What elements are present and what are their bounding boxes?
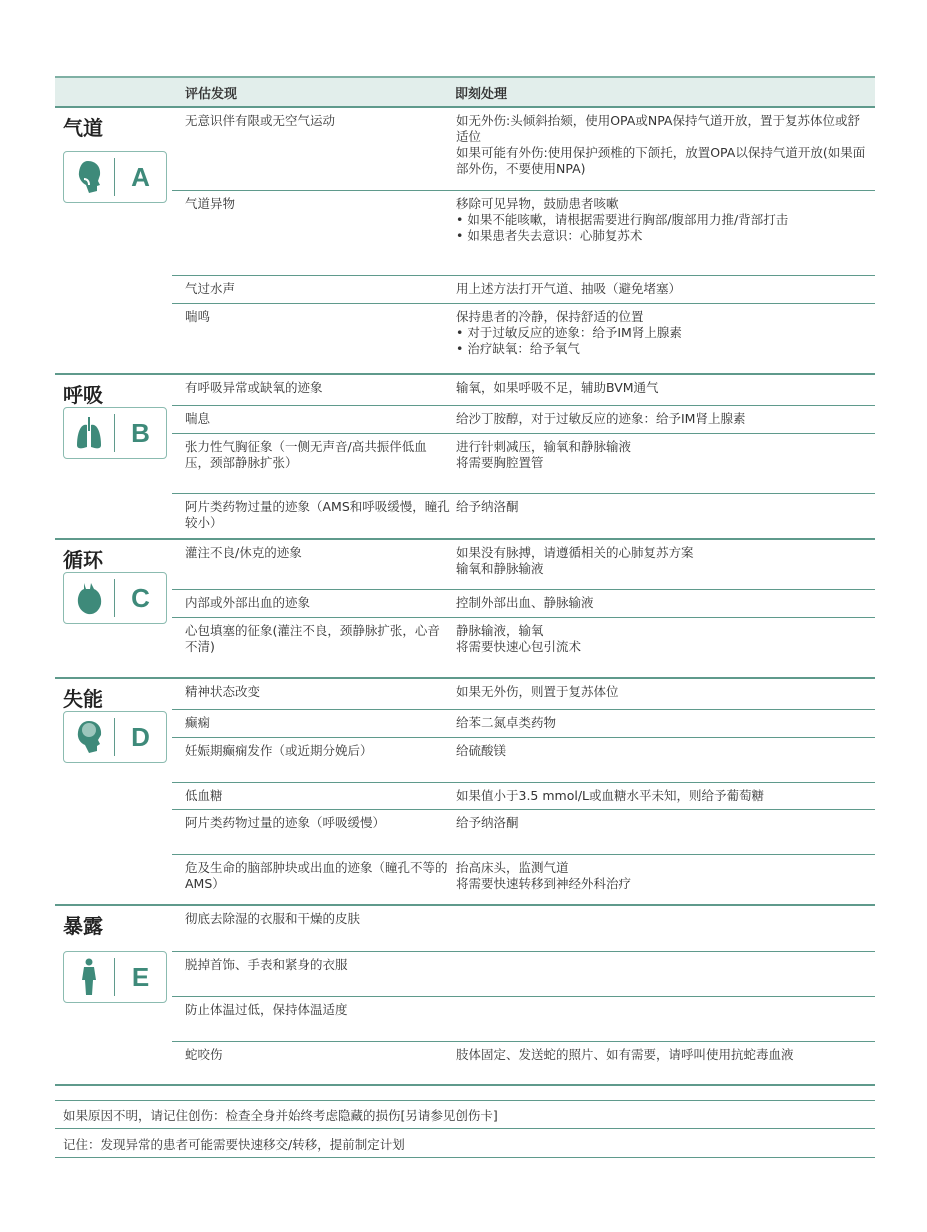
action-line: 抬高床头，监测气道 xyxy=(456,860,569,875)
section-badge xyxy=(63,151,167,203)
table-row xyxy=(172,906,875,951)
table-row xyxy=(172,433,875,493)
action-line: 输氧，如果呼吸不足，辅助BVM通气 xyxy=(456,380,659,395)
action-line: 进行针刺减压，输氧和静脉输液 xyxy=(456,439,632,454)
action-line: 肢体固定、发送蛇的照片、如有需要，请呼叫使用抗蛇毒血液 xyxy=(456,1047,794,1062)
section-label xyxy=(55,906,172,1084)
action-line: 移除可见异物，鼓励患者咳嗽 xyxy=(456,196,619,211)
action-cell xyxy=(450,783,875,809)
action-line: 给予纳洛酮 xyxy=(456,499,519,514)
finding-cell: 低血糖 xyxy=(185,788,223,803)
finding-cell: 癫痫 xyxy=(185,715,211,730)
action-line: 输氧和静脉输液 xyxy=(456,561,544,576)
finding-cell: 阿片类药物过量的迹象（呼吸缓慢） xyxy=(185,815,386,830)
footer-note-2: 记住：发现异常的患者可能需要快速移交/转移，提前制定计划 xyxy=(63,1137,405,1152)
header-finding: 评估发现 xyxy=(185,86,238,102)
action-line: • 如果不能咳嗽，请根据需要进行胸部/腹部用力推/背部打击 xyxy=(456,212,789,227)
section-badge xyxy=(63,572,167,624)
finding-cell: 危及生命的脑部肿块或出血的迹象（瞳孔不等的AMS） xyxy=(185,860,448,891)
action-cell xyxy=(450,540,875,589)
action-cell xyxy=(450,191,875,275)
action-cell xyxy=(450,304,875,373)
action-line: 控制外部出血、静脉输液 xyxy=(456,595,594,610)
finding-cell: 防止体温过低，保持体温适度 xyxy=(185,1002,348,1017)
finding-cell: 灌注不良/休克的迹象 xyxy=(185,545,302,560)
finding-cell: 张力性气胸征象（一侧无声音/高共振伴低血压，颈部静脉扩张） xyxy=(185,439,427,470)
table-row xyxy=(172,540,875,589)
action-cell xyxy=(450,618,875,677)
heart-icon xyxy=(64,580,114,616)
lungs-icon xyxy=(64,415,114,451)
section-label xyxy=(55,108,172,373)
action-line: 给沙丁胺醇，对于过敏反应的迹象：给予IM肾上腺素 xyxy=(456,411,746,426)
airway-head-icon xyxy=(64,159,114,195)
finding-cell: 内部或外部出血的迹象 xyxy=(185,595,311,610)
section-c xyxy=(55,540,875,679)
action-line: 将需要胸腔置管 xyxy=(456,455,544,470)
action-line: 如无外伤:头倾斜抬颏，使用OPA或NPA保持气道开放，置于复苏体位或舒适位 xyxy=(456,113,860,144)
action-line: • 对于过敏反应的迹象：给予IM肾上腺素 xyxy=(456,325,682,340)
finding-cell: 彻底去除湿的衣服和干燥的皮肤 xyxy=(185,911,361,926)
section-title: 循环 xyxy=(63,548,103,572)
section-title: 失能 xyxy=(63,687,103,711)
finding-cell: 脱掉首饰、手表和紧身的衣服 xyxy=(185,957,348,972)
finding-cell: 喘息 xyxy=(185,411,211,426)
table-row xyxy=(172,679,875,709)
table-row xyxy=(172,737,875,782)
action-cell xyxy=(450,590,875,617)
brain-head-icon xyxy=(64,719,114,755)
finding-cell: 心包填塞的征象(灌注不良，颈静脉扩张，心音不清) xyxy=(185,623,440,654)
section-letter: B xyxy=(131,417,150,448)
table-row xyxy=(172,303,875,373)
finding-cell: 喘鸣 xyxy=(185,309,211,324)
section-a xyxy=(55,108,875,375)
action-cell xyxy=(450,810,875,854)
section-title: 气道 xyxy=(63,116,103,140)
table-row xyxy=(172,405,875,433)
table-row xyxy=(172,709,875,737)
action-line: 将需要快速转移到神经外科治疗 xyxy=(456,876,632,891)
divider xyxy=(55,1128,875,1129)
action-cell xyxy=(450,1042,875,1084)
action-cell xyxy=(450,276,875,303)
section-badge xyxy=(63,407,167,459)
table-row xyxy=(172,190,875,275)
table-row xyxy=(172,617,875,677)
table-row xyxy=(172,375,875,405)
action-cell xyxy=(450,406,875,433)
section-label xyxy=(55,540,172,677)
action-line: 保持患者的冷静，保持舒适的位置 xyxy=(456,309,644,324)
action-cell xyxy=(450,494,875,538)
body-icon xyxy=(64,957,114,997)
action-cell xyxy=(450,906,875,951)
action-line: • 如果患者失去意识：心肺复苏术 xyxy=(456,228,643,243)
action-cell xyxy=(450,679,875,709)
action-cell xyxy=(450,738,875,782)
table-row xyxy=(172,951,875,996)
footer-note-1: 如果原因不明，请记住创伤：检查全身并始终考虑隐藏的损伤[另请参见创伤卡] xyxy=(63,1108,498,1123)
finding-cell: 气道异物 xyxy=(185,196,236,211)
table-header xyxy=(55,76,875,108)
action-line: 如果无外伤，则置于复苏体位 xyxy=(456,684,619,699)
header-action: 即刻处理 xyxy=(455,86,508,102)
table-row xyxy=(172,589,875,617)
section-label xyxy=(55,679,172,904)
table-row xyxy=(172,275,875,303)
section-label xyxy=(55,375,172,538)
section-letter: D xyxy=(131,721,150,752)
finding-cell: 无意识伴有限或无空气运动 xyxy=(185,113,336,128)
table-row xyxy=(172,493,875,538)
section-title: 呼吸 xyxy=(63,383,103,407)
section-badge xyxy=(63,711,167,763)
finding-cell: 蛇咬伤 xyxy=(185,1047,223,1062)
table-row xyxy=(172,809,875,854)
action-line: 给苯二氮卓类药物 xyxy=(456,715,557,730)
finding-cell: 有呼吸异常或缺氧的迹象 xyxy=(185,380,323,395)
action-cell xyxy=(450,434,875,493)
table-row xyxy=(172,996,875,1041)
finding-cell: 阿片类药物过量的迹象（AMS和呼吸缓慢，瞳孔较小） xyxy=(185,499,450,530)
section-title: 暴露 xyxy=(63,914,103,938)
action-cell xyxy=(450,710,875,737)
action-line: 给予纳洛酮 xyxy=(456,815,519,830)
action-line: 给硫酸镁 xyxy=(456,743,507,758)
divider xyxy=(55,1157,875,1158)
action-line: 如果没有脉搏，请遵循相关的心肺复苏方案 xyxy=(456,545,694,560)
action-line: 用上述方法打开气道、抽吸（避免堵塞） xyxy=(456,281,682,296)
finding-cell: 精神状态改变 xyxy=(185,684,261,699)
action-line: 将需要快速心包引流术 xyxy=(456,639,582,654)
table-row xyxy=(172,1041,875,1084)
table-row xyxy=(172,108,875,190)
action-cell xyxy=(450,997,875,1041)
section-e xyxy=(55,906,875,1086)
divider xyxy=(55,1100,875,1101)
action-cell xyxy=(450,855,875,904)
section-badge xyxy=(63,951,167,1003)
section-letter: C xyxy=(131,582,150,613)
table-row xyxy=(172,854,875,904)
action-cell xyxy=(450,952,875,996)
action-cell xyxy=(450,375,875,405)
section-letter: E xyxy=(131,961,150,992)
finding-cell: 气过水声 xyxy=(185,281,236,296)
action-line: • 治疗缺氧：给予氧气 xyxy=(456,341,580,356)
finding-cell: 妊娠期癫痫发作（或近期分娩后） xyxy=(185,743,373,758)
section-letter: A xyxy=(131,161,150,192)
abcde-table xyxy=(55,76,875,1086)
action-line: 静脉输液，输氧 xyxy=(456,623,544,638)
section-b xyxy=(55,375,875,540)
action-line: 如果可能有外伤:使用保护颈椎的下颌托，放置OPA以保持气道开放(如果面部外伤，不要使用NPA) xyxy=(456,145,866,176)
table-row xyxy=(172,782,875,809)
action-line: 如果值小于3.5 mmol/L或血糖水平未知，则给予葡萄糖 xyxy=(456,788,765,803)
action-cell xyxy=(450,108,875,190)
section-d xyxy=(55,679,875,906)
